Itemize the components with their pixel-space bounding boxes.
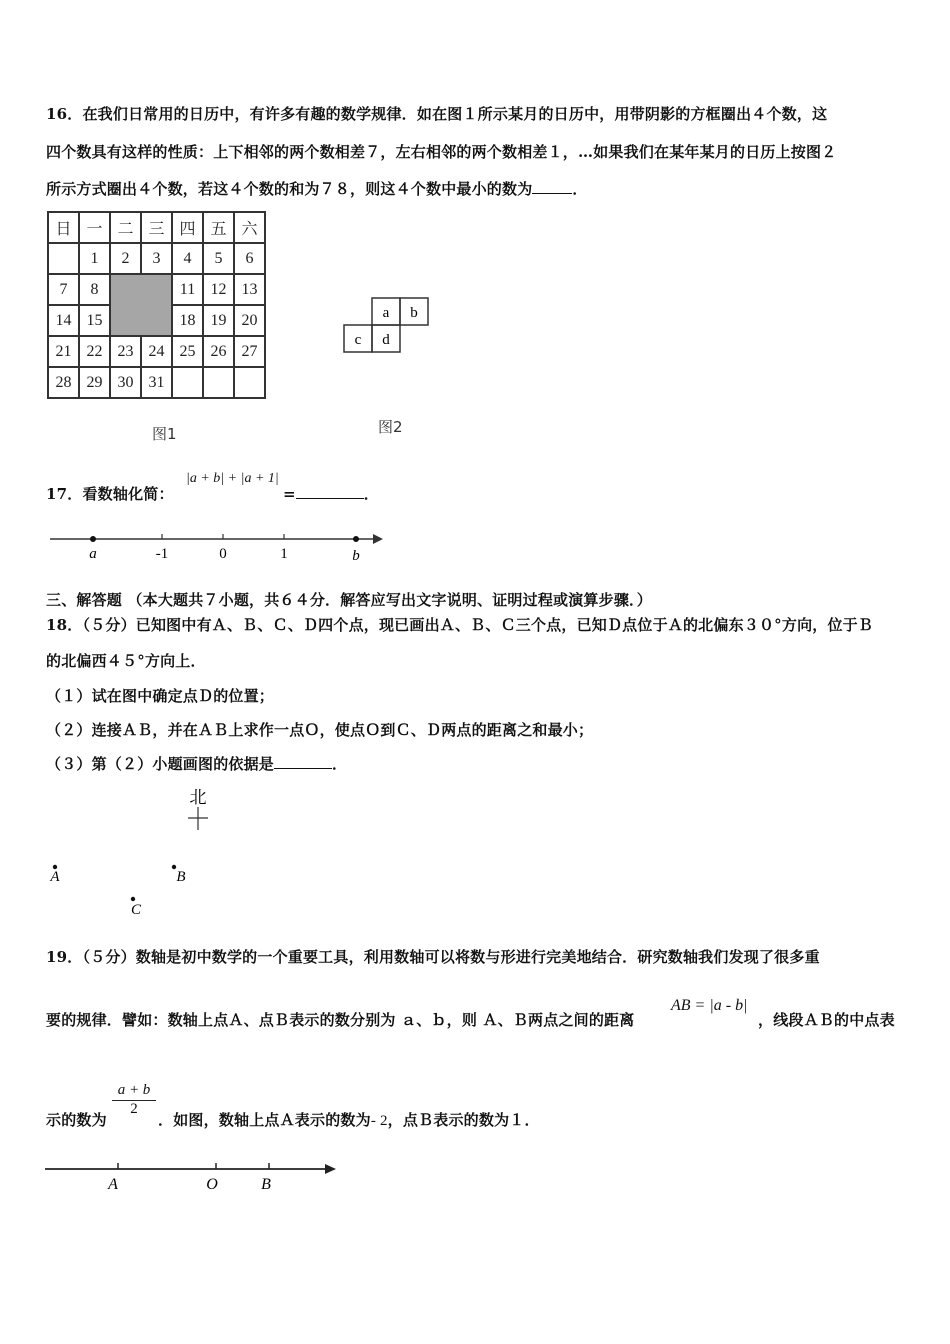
shaded-box <box>110 274 172 336</box>
cal-header-sat: 六 <box>234 212 265 243</box>
cal-cell: 27 <box>234 336 265 367</box>
q17-equals: = <box>283 485 296 503</box>
cal-cell: 25 <box>172 336 203 367</box>
cal-cell: 1 <box>79 243 110 274</box>
q19-line2-text: 要的规律．譬如：数轴上点Ａ、点Ｂ表示的数分别为 ａ、ｂ，则 Ａ、Ｂ两点之间的距离 <box>46 1011 635 1029</box>
q19-line3-end: ，点Ｂ表示的数为１． <box>387 1111 540 1129</box>
axis-label-a: a <box>89 546 97 562</box>
midpoint-fraction <box>112 1082 156 1118</box>
cal-cell: 2 <box>110 243 141 274</box>
q17-expression: |a + b| + |a + 1| <box>186 471 279 486</box>
fig2-label-c: c <box>354 332 362 348</box>
cal-cell: 6 <box>234 243 265 274</box>
cal-cell <box>203 367 234 398</box>
label-C: C <box>130 902 142 918</box>
point-C <box>131 897 135 901</box>
q18-item1: （１）试在图中确定点Ｄ的位置； <box>46 687 275 705</box>
q19-line2-end: ，线段ＡＢ的中点表 <box>758 1011 895 1029</box>
q18-line2: 的北偏西４５°方向上． <box>46 652 206 670</box>
cal-cell: 11 <box>172 274 203 305</box>
cal-cell: 4 <box>172 243 203 274</box>
fig2-label-a: a <box>382 305 390 321</box>
cal-cell: 5 <box>203 243 234 274</box>
number-line-q19 <box>40 1158 340 1194</box>
label-A: A <box>50 869 60 885</box>
point-b <box>353 536 359 542</box>
fraction-denominator: 2 <box>130 1101 138 1117</box>
axis-label-A: A <box>108 1176 118 1193</box>
axis-label-O: O <box>206 1176 218 1193</box>
label-B: B <box>176 869 186 885</box>
fraction-numerator: a + b <box>112 1082 156 1101</box>
cal-cell: 31 <box>141 367 172 398</box>
q18-item3-text: （３）第（２）小题画图的依据是 <box>46 755 275 773</box>
cal-header-mon: 一 <box>79 212 110 243</box>
q16-line3-text: 所示方式圈出４个数，若这４个数的和为７８，则这４个数中最小的数为 <box>46 180 533 198</box>
section-3-heading: 三、解答题 （本大题共７小题，共６４分．解答应写出文字说明、证明过程或演算步骤．） <box>46 591 652 609</box>
q16-line1: 16．在我们日常用的日历中，有许多有趣的数学规律．如在图１所示某月的日历中，用带阴影的方框圈出４个数，这 <box>46 105 828 123</box>
formula-ab: AB = |a - b| <box>671 997 748 1014</box>
q18-item3 <box>46 753 347 774</box>
q16-line3 <box>46 178 588 199</box>
cal-cell: 23 <box>110 336 141 367</box>
cal-cell: 28 <box>48 367 79 398</box>
axis-label-B: B <box>261 1176 271 1193</box>
q17-answer-blank[interactable] <box>296 484 364 499</box>
cal-cell: 13 <box>234 274 265 305</box>
cal-header-tue: 二 <box>110 212 141 243</box>
fig2-label-d: d <box>382 332 390 348</box>
axis-label-b: b <box>352 548 360 564</box>
cal-cell: 3 <box>141 243 172 274</box>
q16-line3-end: ． <box>572 180 588 198</box>
q18-figure <box>40 780 230 920</box>
cal-cell: 21 <box>48 336 79 367</box>
q19-line3-text: 示的数为 <box>46 1111 107 1129</box>
calendar-figure-1 <box>47 211 266 399</box>
cal-cell: 20 <box>234 305 265 336</box>
cal-cell: 12 <box>203 274 234 305</box>
q16-answer-blank[interactable] <box>532 179 572 194</box>
q18-line1: 18．（５分）已知图中有Ａ、Ｂ、Ｃ、Ｄ四个点，现已画出Ａ、Ｂ、Ｃ三个点，已知Ｄ点位于Ａ的北偏东３０°方向，位于Ｂ <box>46 616 874 634</box>
axis-label-0: 0 <box>219 546 227 562</box>
north-label: 北 <box>189 788 207 807</box>
q18-answer-blank[interactable] <box>274 754 332 769</box>
arrow-head-icon <box>325 1164 336 1174</box>
arrow-head-icon <box>373 534 383 544</box>
cal-cell: 19 <box>203 305 234 336</box>
cal-cell: 24 <box>141 336 172 367</box>
fig2-caption: 图2 <box>378 418 403 436</box>
q18-item3-end: ． <box>332 755 348 773</box>
q18-item2: （２）连接ＡＢ，并在ＡＢ上求作一点Ｏ，使点Ｏ到Ｃ、Ｄ两点的距离之和最小； <box>46 721 594 739</box>
q19-line1: 19．（５分）数轴是初中数学的一个重要工具，利用数轴可以将数与形进行完美地结合．研究数轴我们发现了很多重 <box>46 948 820 966</box>
q17-end: ． <box>363 485 379 503</box>
cal-header-wed: 三 <box>141 212 172 243</box>
cal-cell: 22 <box>79 336 110 367</box>
q19-line3-mid <box>158 1109 540 1130</box>
cal-header-sun: 日 <box>48 212 79 243</box>
cal-cell: 26 <box>203 336 234 367</box>
cal-cell <box>172 367 203 398</box>
cal-cell: 29 <box>79 367 110 398</box>
cal-cell: 8 <box>79 274 110 305</box>
value-a: - 2 <box>370 1113 388 1129</box>
cal-cell: 30 <box>110 367 141 398</box>
axis-label-1: 1 <box>280 546 288 562</box>
q16-line2: 四个数具有这样的性质：上下相邻的两个数相差７，左右相邻的两个数相差１，…如果我们在某年某月的日历上按图２ <box>46 143 837 161</box>
figure-2 <box>340 295 435 357</box>
number-line-q17 <box>45 528 390 566</box>
axis-label-neg1: -1 <box>155 546 169 562</box>
cal-cell <box>234 367 265 398</box>
q17-prefix: 17．看数轴化简： <box>46 485 174 503</box>
cal-header-thu: 四 <box>172 212 203 243</box>
cal-cell: 14 <box>48 305 79 336</box>
cal-cell: 15 <box>79 305 110 336</box>
fig2-label-b: b <box>410 305 418 321</box>
point-a <box>90 536 96 542</box>
cal-header-fri: 五 <box>203 212 234 243</box>
q19-line3-mid-text: ．如图，数轴上点Ａ表示的数为 <box>158 1111 371 1129</box>
q17-answer <box>283 483 379 504</box>
fig1-caption: 图1 <box>152 425 177 443</box>
cal-cell <box>48 243 79 274</box>
cal-cell: 7 <box>48 274 79 305</box>
cal-cell: 18 <box>172 305 203 336</box>
